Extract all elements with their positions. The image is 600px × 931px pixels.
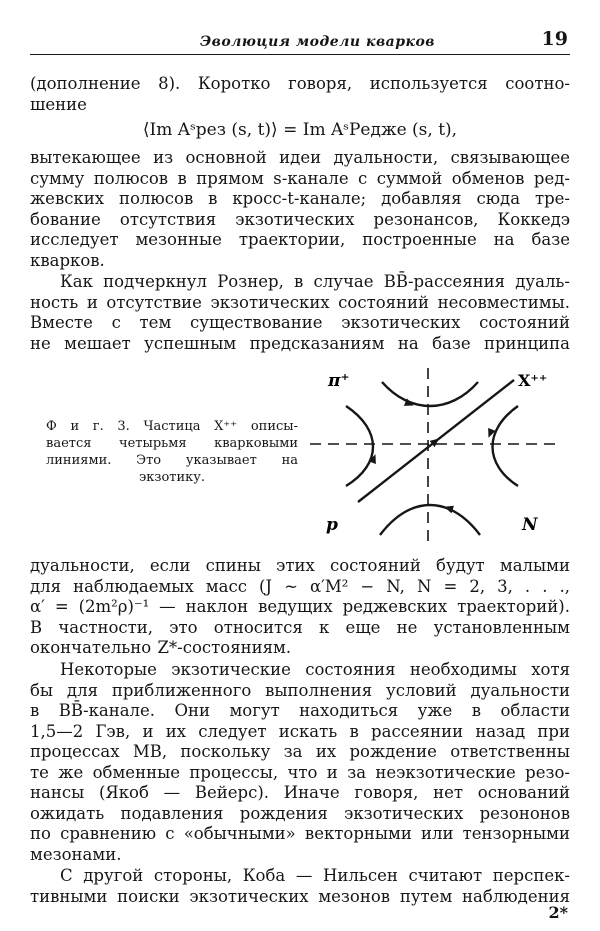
page-number: 19 <box>541 28 568 50</box>
text-line: С другой стороны, Коба — Нильсен считают перспек- <box>60 866 570 885</box>
text-line: сумму полюсов в прямом s-канале с суммой обменов ред- <box>30 168 570 188</box>
text-line: жевских полюсов в кросс-t-канале; добавляя сюда тре- <box>30 189 570 208</box>
text-line: 1,5—2 Гэв, и их следует искать в рассеянии назад при <box>30 721 570 741</box>
label-p: p <box>326 515 338 535</box>
text-line: Как подчеркнул Рознер, в случае BB̄-рассеяния дуаль- <box>60 272 570 291</box>
text-line: ожидать подавления рождения экзотических резононов <box>30 803 570 823</box>
equation-duality: ⟨Im Aˢрез (s, t)⟩ = Im AˢРедже (s, t), <box>142 120 458 140</box>
text-line: мезонами. <box>30 844 122 864</box>
label-n: N <box>522 515 538 535</box>
text-line: α′ = (2m²ρ)⁻¹ — наклон ведущих реджевских траекторий). <box>30 597 570 616</box>
running-head-title: Эволюция модели кварков <box>200 34 436 50</box>
quark-diagram <box>300 360 570 550</box>
text-line: для наблюдаемых масс (J ~ α′M² − N, N = 2, 3, . . ., <box>30 576 570 596</box>
diagonal-quark-line <box>358 380 514 502</box>
running-head <box>30 26 570 55</box>
printer-signature: 2* <box>548 903 568 922</box>
bottom-curve-arrowhead <box>448 508 480 535</box>
text-line: (дополнение 8). Коротко говоря, используется соотно- <box>30 74 570 93</box>
figure-quark-lines <box>300 360 570 550</box>
text-line: бы для приближенного выполнения условий дуальности <box>30 680 570 700</box>
paragraph-duality <box>30 148 570 271</box>
paragraph-rosner <box>30 272 570 354</box>
paragraph-spins <box>30 556 570 659</box>
caption-line: Ф и г. 3. Частица X⁺⁺ описы- <box>46 419 298 434</box>
right-curve-line <box>493 406 519 486</box>
text-line: исследует мезонные траектории, построенные на базе <box>30 230 570 249</box>
label-x-plus-plus: X⁺⁺ <box>518 371 548 390</box>
paragraph-exotic-states <box>30 660 570 865</box>
text-line: ность и отсутствие экзотических состояний несовместимы. <box>30 292 570 312</box>
text-line: в BB̄-канале. Они могут находиться уже в области <box>30 701 570 720</box>
text-line: по сравнению с «обычными» векторными или тензорными <box>30 824 570 843</box>
caption-line: экзотику. <box>138 470 206 485</box>
figure-caption <box>46 418 298 486</box>
text-line: Некоторые экзотические состояния необходимы хотя <box>60 660 570 679</box>
text-line: тивными поиски экзотических мезонов путем наблюдения <box>30 886 570 906</box>
text-line: вытекающее из основной идеи дуальности, связывающее <box>30 148 570 167</box>
text-line: нансы (Якоб — Вейерс). Иначе говоря, нет оснований <box>30 783 570 802</box>
paragraph-intro <box>30 74 570 115</box>
text-line: шение <box>30 94 87 114</box>
bottom-curve-line <box>380 505 480 535</box>
text-line: не мешает успешным предсказаниям на базе принципа <box>30 333 570 353</box>
text-line: В частности, это относится к еще не установленным <box>30 617 570 637</box>
caption-line: линиями. Это указывает на <box>46 453 298 468</box>
text-line: дуальности, если спины этих состояний будут малыми <box>30 556 570 575</box>
label-pi-plus: π⁺ <box>328 371 350 391</box>
text-line: кварков. <box>30 250 105 270</box>
top-curve-line <box>382 382 478 406</box>
caption-line: вается четырьмя кварковыми <box>46 436 298 451</box>
text-line: окончательно Z*-состояниям. <box>30 638 292 657</box>
paragraph-koba-nielsen <box>30 866 570 907</box>
left-curve-line <box>346 406 373 486</box>
text-line: те же обменные процессы, что и за неэкзотические резо- <box>30 762 570 782</box>
text-line: Вместе с тем существование экзотических состояний <box>30 313 570 332</box>
text-line: бование отсутствия экзотических резонансов, Коккедэ <box>30 209 570 229</box>
text-line: процессах MB, поскольку за их рождение ответственны <box>30 742 570 761</box>
